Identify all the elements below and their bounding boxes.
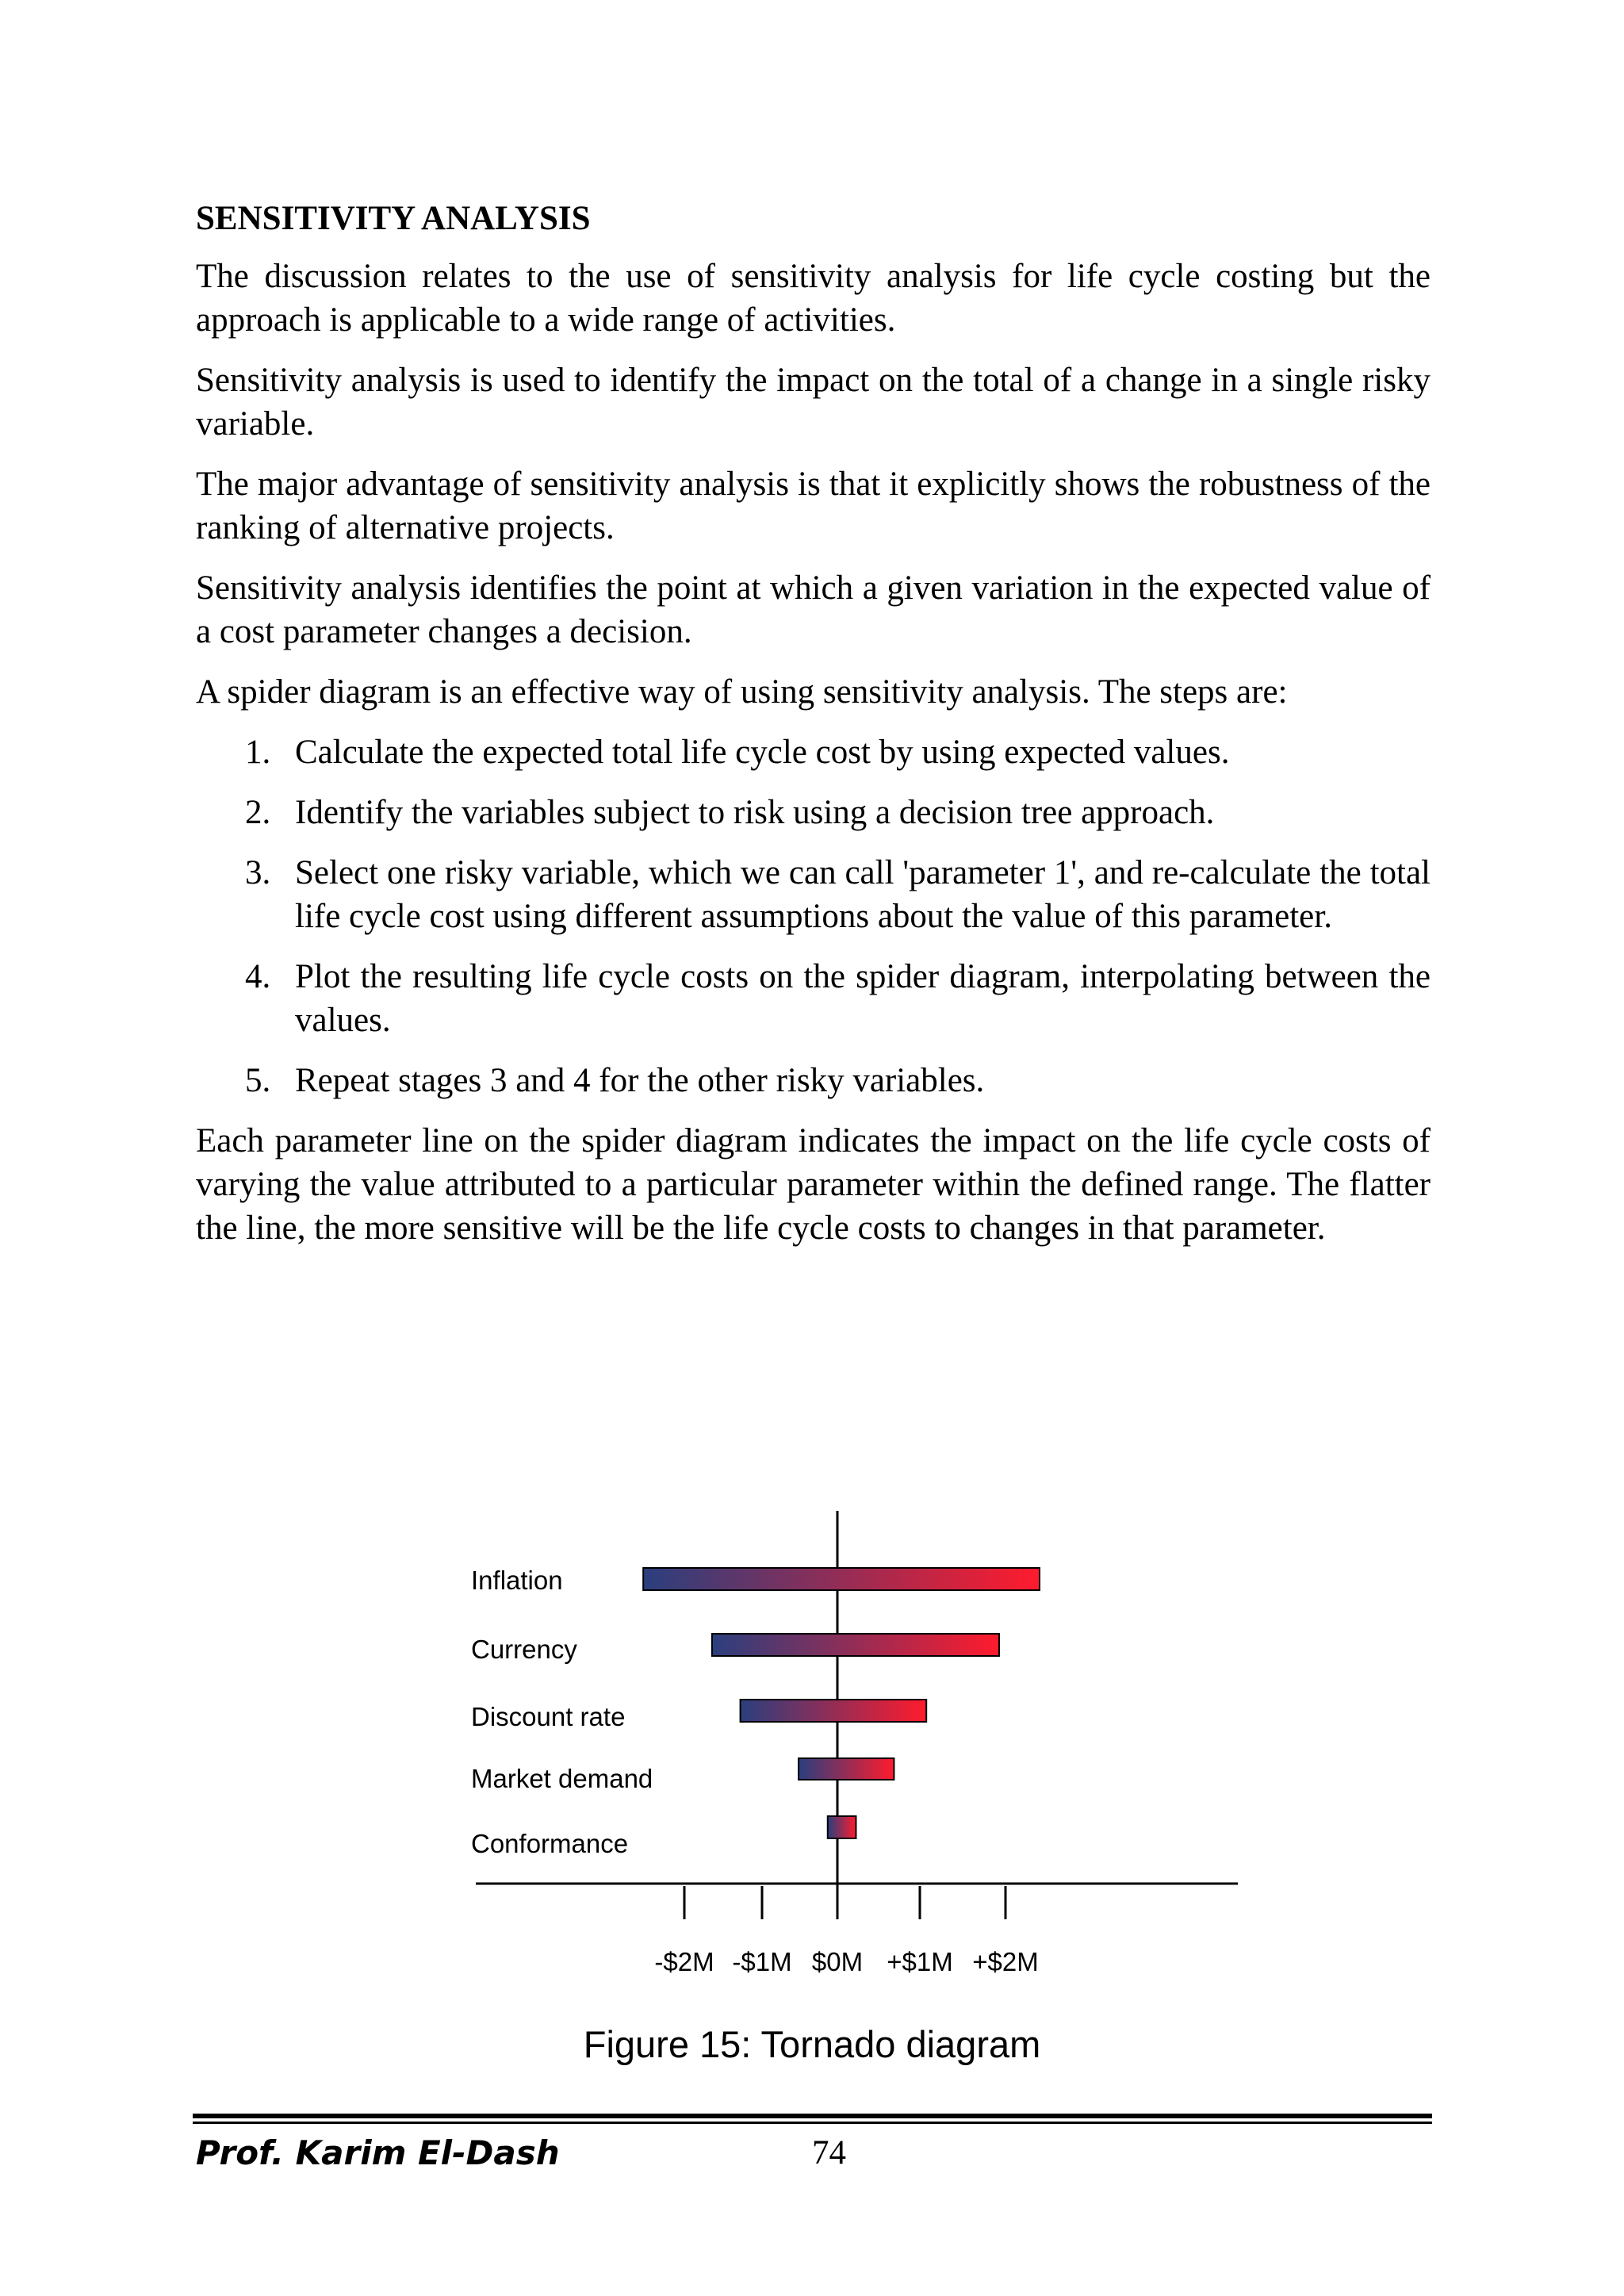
x-tick-label: -$1M — [732, 1947, 792, 1976]
step-text: Select one risky variable, which we can call 'parameter 1', and re-calculate the total life cycle cost using different assumptions about the value of this parameter. — [295, 854, 1431, 935]
x-tick-label: -$2M — [654, 1947, 714, 1976]
x-tick-label: $0M — [811, 1947, 864, 1976]
step-text: Identify the variables subject to risk using a decision tree approach. — [295, 794, 1215, 831]
page-number: 74 — [812, 2134, 846, 2171]
footer-rule-thin — [193, 2122, 1432, 2124]
footer-author: Prof. Karim El-Dash — [196, 2133, 560, 2172]
figure-caption: Figure 15: Tornado diagram — [583, 2023, 1041, 2065]
step-text: Calculate the expected total life cycle cost by using expected values. — [295, 734, 1230, 771]
tornado-bar-currency — [712, 1634, 999, 1656]
footer-rule — [193, 2114, 1432, 2118]
category-label: Inflation — [471, 1566, 563, 1595]
step-number: 4. — [245, 958, 271, 995]
step-text: Repeat stages 3 and 4 for the other risky variables. — [295, 1062, 985, 1099]
paragraph-4: Sensitivity analysis identifies the point at which a given variation in the expected value of a cost parameter changes a decision. — [196, 569, 1431, 650]
x-tick-label: +$1M — [887, 1947, 953, 1976]
tornado-bar-discount-rate — [741, 1700, 927, 1722]
category-label: Currency — [471, 1635, 577, 1664]
category-label: Conformance — [471, 1829, 629, 1858]
section-heading: SENSITIVITY ANALYSIS — [196, 200, 591, 237]
paragraph-2: Sensitivity analysis is used to identify the impact on the total of a change in a single risky variable. — [196, 362, 1431, 443]
closing-paragraph: Each parameter line on the spider diagram indicates the impact on the life cycle costs of varying the value attributed to a particular parameter within the defined range. The flatter the line, the more sensitive will be the life cycle costs to changes in that parameter. — [196, 1122, 1431, 1247]
step-number: 2. — [245, 794, 271, 831]
paragraph-3: The major advantage of sensitivity analysis is that it explicitly shows the robustness of the ranking of alternative projects. — [196, 466, 1431, 546]
x-tick-label: +$2M — [972, 1947, 1039, 1976]
category-label: Market demand — [471, 1764, 653, 1793]
tornado-bar-market-demand — [799, 1758, 894, 1780]
tornado-bar-inflation — [643, 1568, 1040, 1590]
paragraph-1: The discussion relates to the use of sensitivity analysis for life cycle costing but the approach is applicable to a wide range of activities. — [196, 258, 1431, 339]
step-number: 3. — [245, 854, 271, 891]
paragraph-5: A spider diagram is an effective way of using sensitivity analysis. The steps are: — [196, 673, 1288, 711]
step-text: Plot the resulting life cycle costs on the spider diagram, interpolating between the values. — [295, 958, 1431, 1039]
category-label: Discount rate — [471, 1702, 626, 1731]
step-number: 1. — [245, 734, 271, 771]
tornado-bar-conformance — [828, 1816, 856, 1838]
step-number: 5. — [245, 1062, 271, 1099]
